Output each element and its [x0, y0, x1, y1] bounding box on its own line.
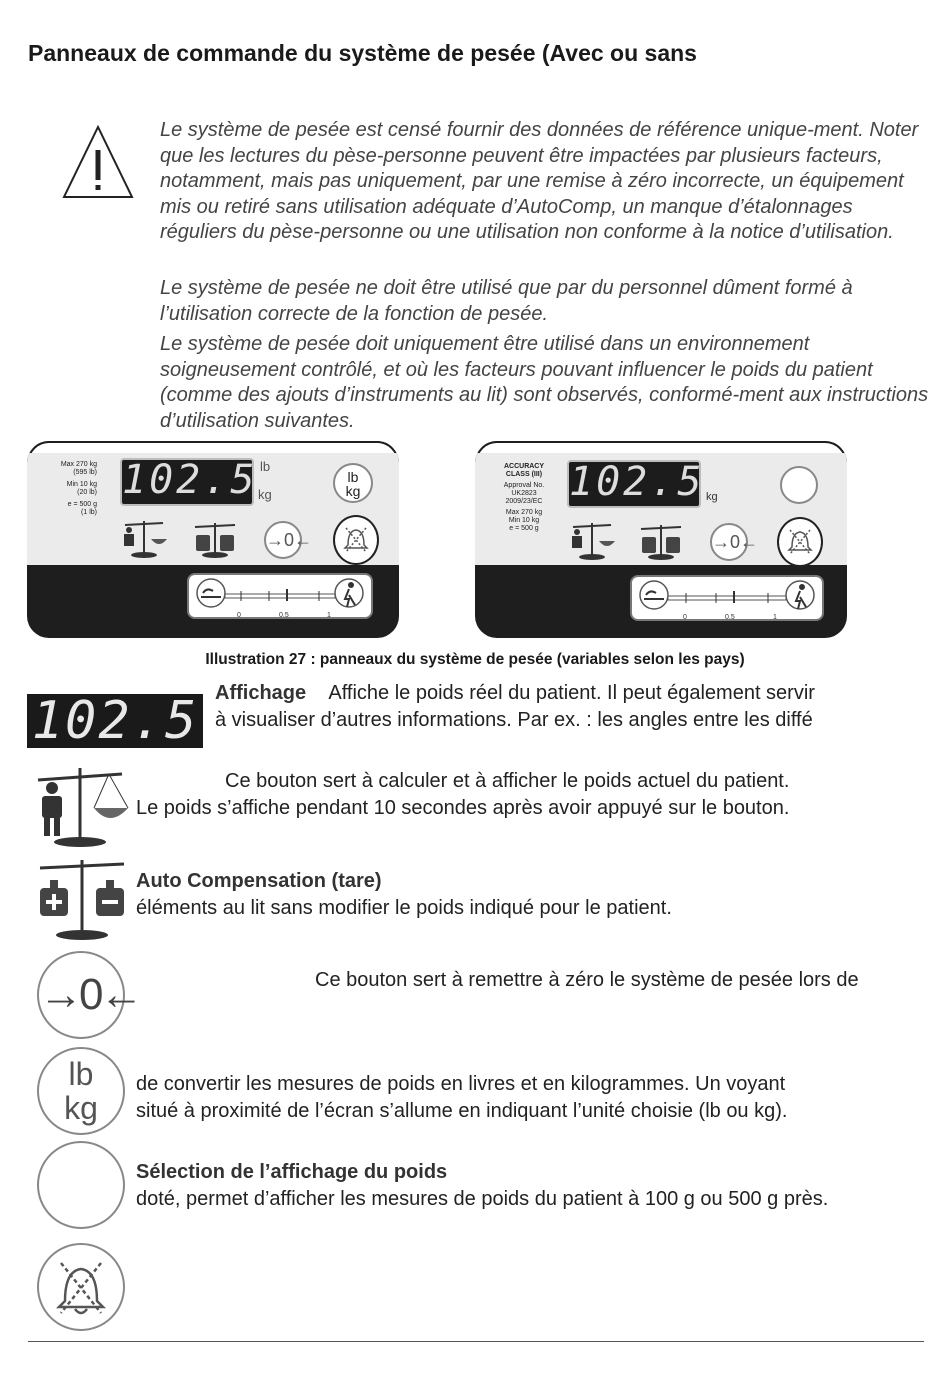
- scale-1: 1: [773, 614, 777, 621]
- weigh-button-icon[interactable]: [119, 515, 169, 559]
- scale-05: 0.5: [279, 612, 289, 619]
- alarm-bell-off-icon: [39, 1245, 123, 1329]
- tare-button-icon[interactable]: [636, 521, 686, 561]
- alarm-bell-off-icon: [779, 519, 821, 565]
- slider-track-icon: [632, 577, 822, 619]
- zero-description: Ce bouton sert à remettre à zéro le système de pesée lors de: [315, 969, 859, 991]
- warning-paragraph-3: Le système de pesée doit uniquement être utilisé dans un environnement soigneusement contrôlé, et où les facteurs pouvant influencer le poids du patient (comme des ajouts d’instruments au lit) sont observés, conformé-ment aux instructions d’utilisation suivantes.: [160, 333, 929, 432]
- bed-exit-alarm-button[interactable]: [777, 517, 823, 567]
- page-title: Panneaux de commande du système de pesée (Avec ou sans: [28, 40, 697, 66]
- zero-button[interactable]: →0←: [710, 523, 748, 561]
- display-icon: 102.5: [27, 694, 203, 748]
- bed-exit-alarm-button[interactable]: [333, 515, 379, 565]
- weigh-description: Ce bouton sert à calculer et à afficher le poids actuel du patient. Le poids s’affiche pendant 10 secondes après avoir appuyé sur le bouton.: [136, 770, 790, 819]
- scale-1: 1: [327, 612, 331, 619]
- display-selection-icon: [37, 1141, 125, 1229]
- unit-description: de convertir les mesures de poids en livres et en kilogrammes. Un voyant situé à proximité de l’écran s’allume en indiquant l’unité choisie (lb ou kg).: [136, 1073, 788, 1122]
- kg-indicator: kg: [258, 487, 272, 502]
- zero-icon: →0←: [37, 951, 125, 1039]
- weight-display: 102.5: [120, 458, 254, 506]
- control-panel-right: [475, 441, 847, 638]
- zero-button[interactable]: →0←: [264, 521, 302, 559]
- weigh-icon: [30, 762, 130, 848]
- unit-toggle-button[interactable]: lb kg: [333, 463, 373, 503]
- alarm-icon: [37, 1243, 125, 1331]
- tare-icon: [34, 858, 130, 942]
- weight-display: 102.5: [567, 460, 701, 508]
- scale-0: 0: [237, 612, 241, 619]
- warning-paragraph-2: Le système de pesée ne doit être utilisé que par du personnel dûment formé à l’utilisation correcte de la fonction de pesée.: [160, 277, 853, 325]
- unit-icon: lb kg: [37, 1047, 125, 1135]
- weigh-button-icon[interactable]: [567, 517, 617, 561]
- warning-icon: [62, 124, 134, 200]
- display-selection-button[interactable]: [780, 466, 818, 504]
- kg-indicator: kg: [706, 491, 718, 503]
- selection-description: Sélection de l’affichage du poids doté, permet d’afficher les mesures de poids du patient à 100 g ou 500 g près.: [136, 1161, 829, 1210]
- footer-divider: [28, 1341, 924, 1342]
- figure-caption: Illustration 27 : panneaux du système de pesée (variables selon les pays): [205, 651, 745, 668]
- slider-track-icon: [189, 575, 371, 617]
- display-description: Affichage Affiche le poids réel du patient. Il peut également servir à visualiser d’autres informations. Par ex. : les angles entre les diffé: [215, 682, 815, 731]
- spec-label-right: ACCURACY CLASS (III) Approval No. UK2823 2009/23/EC Max 270 kg Min 10 kg e = 500 g: [503, 463, 545, 532]
- control-panel-left: [27, 441, 399, 638]
- scale-0: 0: [683, 614, 687, 621]
- alarm-bell-off-icon: [335, 517, 377, 563]
- scale-05: 0.5: [725, 614, 735, 621]
- warning-paragraph-1: Le système de pesée est censé fournir des données de référence unique-ment. Noter que les lectures du pèse-personne peuvent être impactées par plusieurs facteurs, notamment, mais pas uniquement, par une remise à zéro incorrecte, un équipement mis ou retiré sans utilisation adéquate d’AutoComp, un manque d’étalonnages réguliers du pèse-personne ou une utilisation non conforme à la notice d’utilisation.: [160, 119, 919, 243]
- tare-button-icon[interactable]: [190, 519, 240, 559]
- lb-indicator: lb: [260, 459, 271, 474]
- tare-description: Auto Compensation (tare) éléments au lit sans modifier le poids indiqué pour le patient.: [136, 870, 672, 919]
- spec-label: Max 270 kg (595 lb) Min 10 kg (20 lb) e = 500 g (1 lb): [60, 461, 97, 516]
